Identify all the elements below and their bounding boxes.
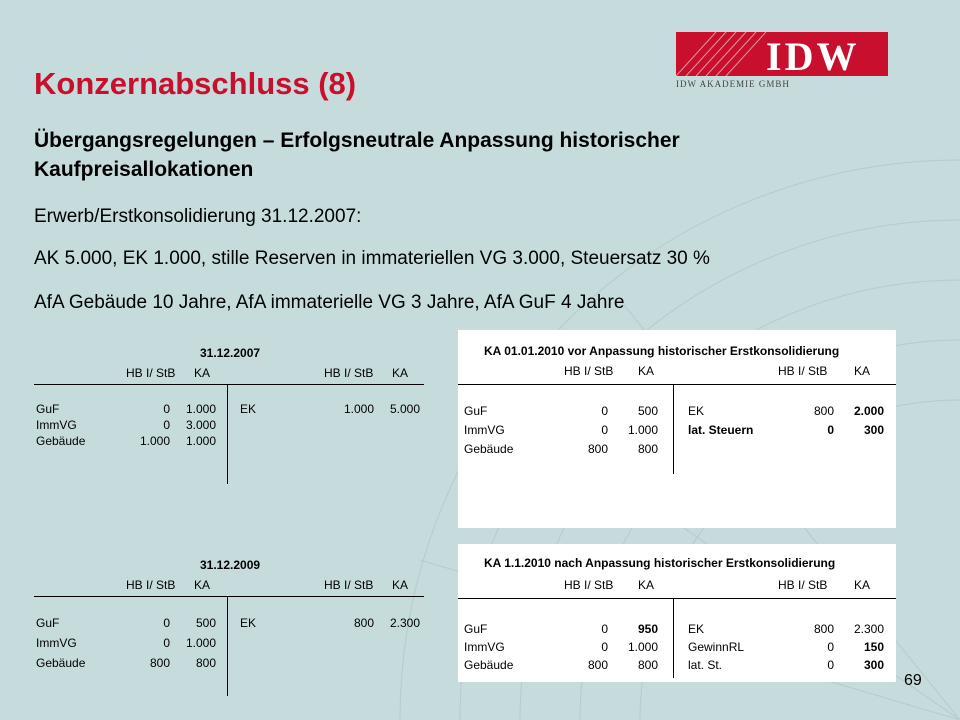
cell-value: 1.000 <box>185 434 216 448</box>
cell-value: 500 <box>637 404 658 418</box>
cell-label: ImmVG <box>36 636 77 650</box>
cell-value: 1.000 <box>185 636 216 650</box>
cell-label: GuF <box>464 404 488 418</box>
cell-value: 1.000 <box>627 423 658 437</box>
cell-value: 2.300 <box>853 622 884 636</box>
cell-value: 800 <box>813 404 834 418</box>
cell-value: 500 <box>195 616 216 630</box>
balance-table-before-adjustment <box>458 330 896 528</box>
cell-label: Gebäude <box>36 434 86 448</box>
table-divider <box>227 384 228 484</box>
cell-value: 0 <box>163 636 170 650</box>
header-hb-right: HB I/ StB <box>324 578 374 592</box>
header-hb-left: HB I/ StB <box>126 578 176 592</box>
table-title: 31.12.2007 <box>200 346 261 360</box>
cell-value: 2.300 <box>389 616 420 630</box>
cell-value: 950 <box>637 622 658 636</box>
cell-label: GewinnRL <box>688 640 745 654</box>
cell-value: 1.000 <box>627 640 658 654</box>
table-title: 31.12.2009 <box>200 558 261 572</box>
cell-value: 1.000 <box>185 402 216 416</box>
cell-label: ImmVG <box>464 423 505 437</box>
cell-label: lat. Steuern <box>688 423 754 437</box>
table-divider <box>227 596 228 696</box>
cell-value: 800 <box>637 442 658 456</box>
slide-subtitle: Übergangsregelungen – Erfolgsneutrale Anpassung historischer Kaufpreisallokationen <box>34 129 680 181</box>
header-hb-right: HB I/ StB <box>324 366 374 380</box>
header-ka-left: KA <box>194 366 211 380</box>
cell-value: 800 <box>813 622 834 636</box>
header-ka-right: KA <box>854 364 871 378</box>
cell-value: 800 <box>587 658 608 672</box>
cell-value: 0 <box>827 423 834 437</box>
table-title: KA 01.01.2010 vor Anpassung historischer Erstkonsolidierung <box>484 344 840 358</box>
page-title: Konzernabschluss (8) <box>34 66 357 101</box>
cell-value: 0 <box>827 640 834 654</box>
logo-box <box>676 32 888 79</box>
table-rule <box>34 596 424 597</box>
table-rule <box>34 384 424 385</box>
cell-label: Gebäude <box>464 442 514 456</box>
cell-label: GuF <box>464 622 488 636</box>
cell-value: 0 <box>601 622 608 636</box>
cell-value: 1.000 <box>139 434 170 448</box>
header-ka-right: KA <box>392 578 409 592</box>
header-ka-left: KA <box>638 578 655 592</box>
table-divider <box>673 598 674 678</box>
table-divider <box>673 384 674 474</box>
header-hb-left: HB I/ StB <box>564 578 614 592</box>
cell-value: 0 <box>601 423 608 437</box>
balance-table-2007 <box>34 340 424 490</box>
cell-value: 800 <box>195 656 216 670</box>
cell-label: lat. St. <box>688 658 723 672</box>
balance-table-after-adjustment <box>458 544 896 682</box>
balance-table-2009 <box>34 552 424 702</box>
cell-label: EK <box>240 402 257 416</box>
cell-value: 5.000 <box>389 402 420 416</box>
cell-value: 300 <box>863 658 884 672</box>
cell-label: Gebäude <box>36 656 86 670</box>
cell-label: ImmVG <box>464 640 505 654</box>
cell-label: ImmVG <box>36 418 77 432</box>
cell-value: 300 <box>863 423 884 437</box>
cell-value: 1.000 <box>343 402 374 416</box>
header-hb-right: HB I/ StB <box>778 578 828 592</box>
cell-value: 800 <box>149 656 170 670</box>
cell-value: 2.000 <box>853 404 884 418</box>
cell-value: 150 <box>863 640 884 654</box>
cell-value: 800 <box>637 658 658 672</box>
cell-label: GuF <box>36 616 60 630</box>
header-ka-left: KA <box>638 364 655 378</box>
logo-text: IDW <box>766 34 860 79</box>
text-line-2: AK 5.000, EK 1.000, stille Reserven in immateriellen VG 3.000, Steuersatz 30 % <box>34 248 710 269</box>
cell-value: 0 <box>601 640 608 654</box>
cell-value: 0 <box>827 658 834 672</box>
cell-label: EK <box>688 404 705 418</box>
cell-label: EK <box>240 616 257 630</box>
table-rule <box>458 384 896 385</box>
table-rule <box>458 598 896 599</box>
cell-value: 0 <box>163 402 170 416</box>
cell-value: 800 <box>587 442 608 456</box>
header-ka-right: KA <box>854 578 871 592</box>
text-line-3: AfA Gebäude 10 Jahre, AfA immaterielle VG 3 Jahre, AfA GuF 4 Jahre <box>34 292 625 313</box>
header-hb-right: HB I/ StB <box>778 364 828 378</box>
logo-subtext: IDW AKADEMIE GMBH <box>676 79 790 89</box>
cell-label: GuF <box>36 402 60 416</box>
cell-value: 800 <box>353 616 374 630</box>
header-hb-left: HB I/ StB <box>126 366 176 380</box>
header-hb-left: HB I/ StB <box>564 364 614 378</box>
idw-logo <box>676 32 888 90</box>
cell-value: 0 <box>163 616 170 630</box>
table-title: KA 1.1.2010 nach Anpassung historischer Erstkonsolidierung <box>484 556 836 570</box>
cell-value: 0 <box>601 404 608 418</box>
text-line-1: Erwerb/Erstkonsolidierung 31.12.2007: <box>34 206 362 227</box>
cell-value: 3.000 <box>185 418 216 432</box>
cell-label: Gebäude <box>464 658 514 672</box>
page-number: 69 <box>904 672 922 689</box>
header-ka-left: KA <box>194 578 211 592</box>
logo-pattern <box>676 32 766 76</box>
cell-value: 0 <box>163 418 170 432</box>
header-ka-right: KA <box>392 366 409 380</box>
cell-label: EK <box>688 622 705 636</box>
